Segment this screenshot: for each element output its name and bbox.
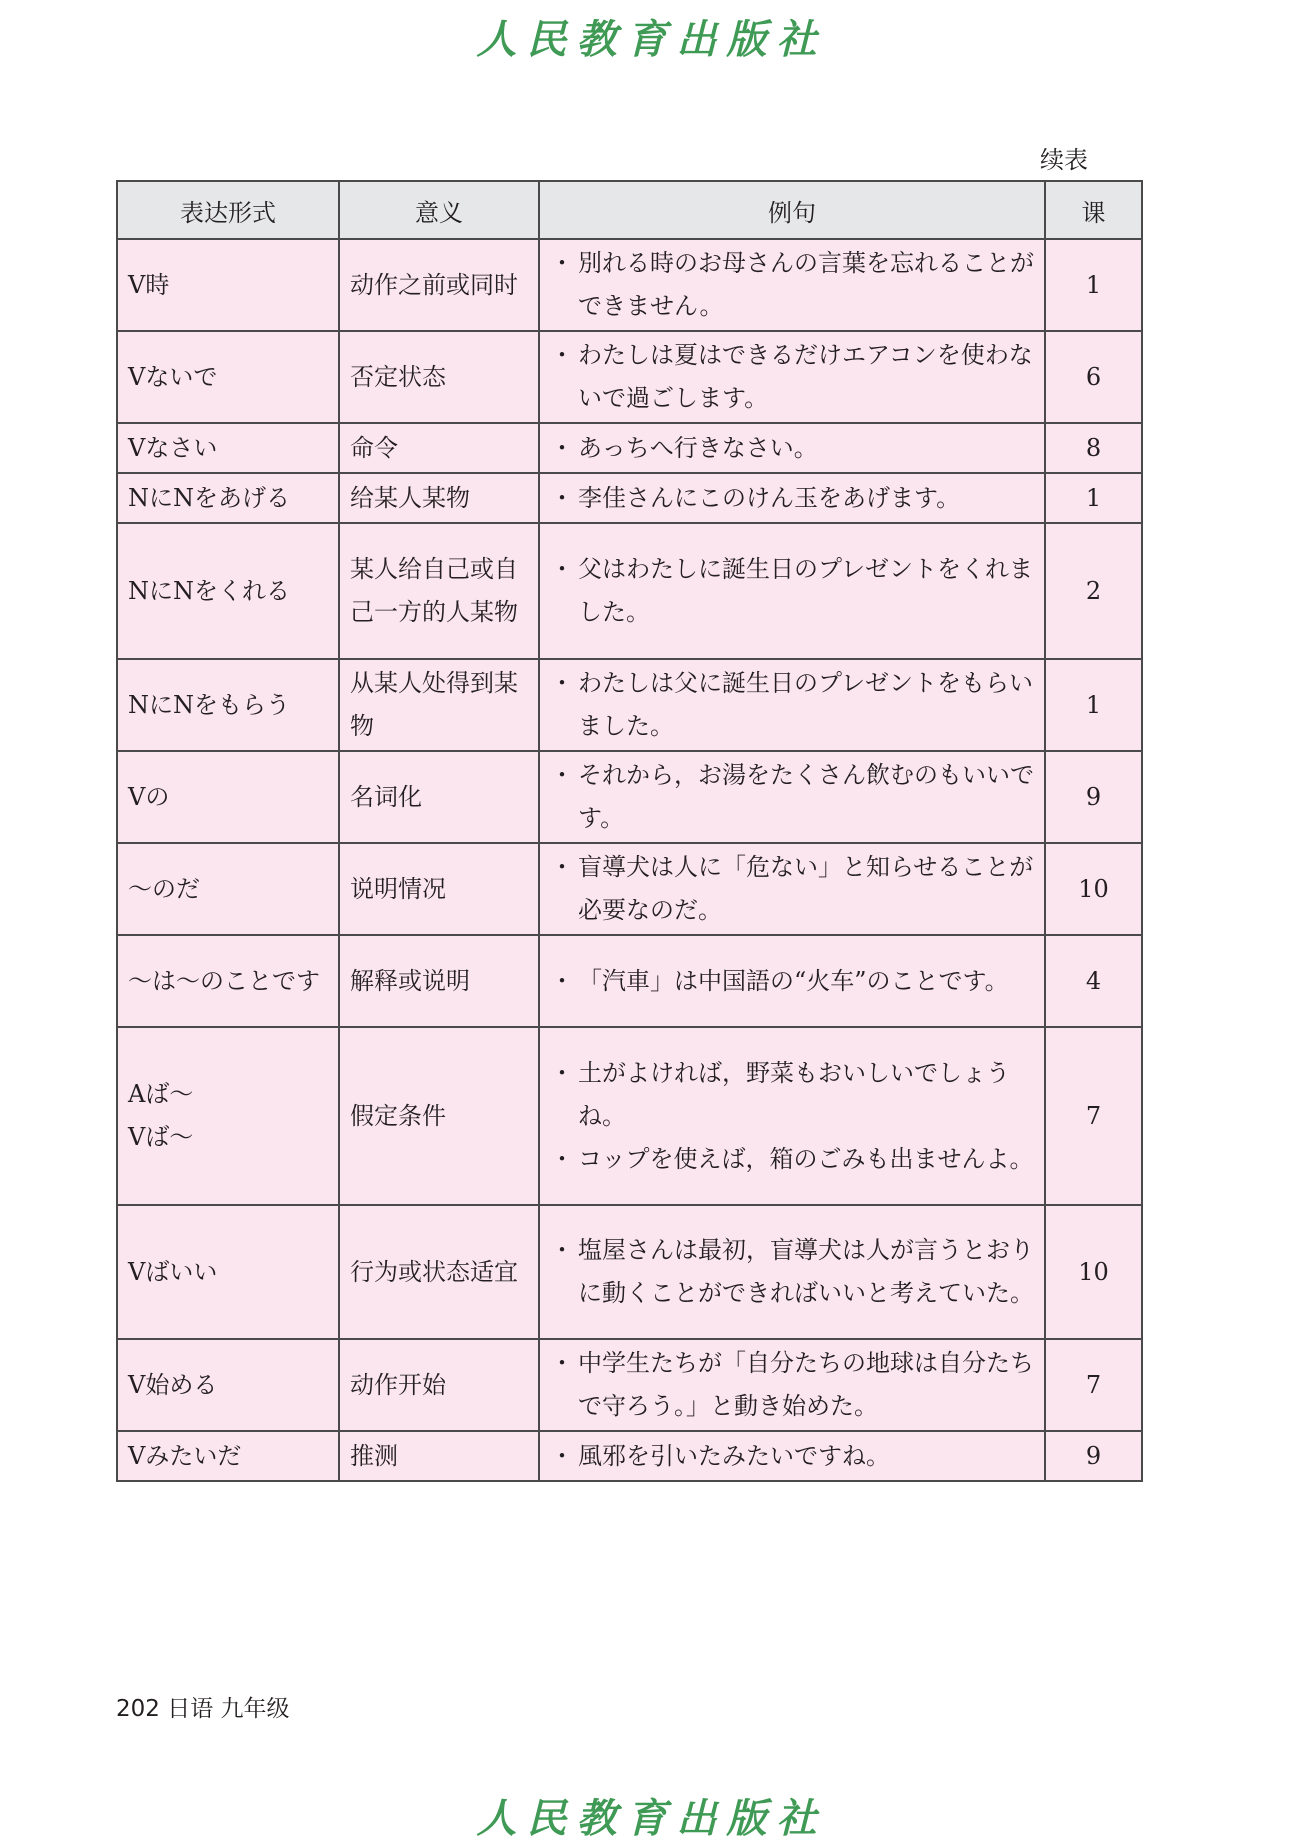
header-example: 例句	[539, 181, 1045, 239]
example-cell	[539, 331, 1045, 423]
example-sentence: ・ 父はわたしに誕生日のプレゼントをくれました。	[550, 548, 1034, 634]
lesson-cell: 1	[1045, 473, 1142, 523]
form-cell: NにNをくれる	[117, 523, 339, 659]
form-cell: V始める	[117, 1339, 339, 1431]
example-cell	[539, 935, 1045, 1027]
table-row	[117, 473, 1142, 523]
lesson-cell: 7	[1045, 1027, 1142, 1205]
example-cell	[539, 423, 1045, 473]
lesson-cell: 2	[1045, 523, 1142, 659]
example-sentence: ・ あっちへ行きなさい。	[550, 427, 1034, 470]
header-form: 表达形式	[117, 181, 339, 239]
lesson-cell: 4	[1045, 935, 1142, 1027]
example-sentence: ・ 別れる時のお母さんの言葉を忘れることができません。	[550, 242, 1034, 328]
meaning-cell: 名词化	[339, 751, 539, 843]
example-sentence: ・ 李佳さんにこのけん玉をあげます。	[550, 477, 1034, 520]
lesson-cell: 10	[1045, 1205, 1142, 1339]
example-sentence: ・ 風邪を引いたみたいですね。	[550, 1435, 1034, 1478]
table-row	[117, 843, 1142, 935]
example-cell	[539, 523, 1045, 659]
meaning-cell: 动作之前或同时	[339, 239, 539, 331]
table-row	[117, 659, 1142, 751]
form-cell: NにNをもらう	[117, 659, 339, 751]
lesson-cell: 8	[1045, 423, 1142, 473]
example-cell	[539, 843, 1045, 935]
example-sentence: ・ わたしは夏はできるだけエアコンを使わないで過ごします。	[550, 334, 1034, 420]
lesson-cell: 1	[1045, 239, 1142, 331]
meaning-cell: 某人给自己或自己一方的人某物	[339, 523, 539, 659]
meaning-cell: 动作开始	[339, 1339, 539, 1431]
example-cell	[539, 1339, 1045, 1431]
lesson-cell: 9	[1045, 751, 1142, 843]
continued-label: 续表	[1040, 146, 1088, 174]
example-cell	[539, 659, 1045, 751]
example-sentence: ・ それから，お湯をたくさん飲むのもいいです。	[550, 754, 1034, 840]
meaning-cell: 假定条件	[339, 1027, 539, 1205]
meaning-cell: 行为或状态适宜	[339, 1205, 539, 1339]
page-footer	[116, 1690, 290, 1723]
meaning-cell: 解释或说明	[339, 935, 539, 1027]
example-cell	[539, 751, 1045, 843]
example-cell	[539, 1431, 1045, 1481]
form-cell: ～は～のことです	[117, 935, 339, 1027]
meaning-cell: 说明情况	[339, 843, 539, 935]
form-cell: Aば～ Vば～	[117, 1027, 339, 1205]
table-header-row	[117, 181, 1142, 239]
example-sentence: ・ 中学生たちが「自分たちの地球は自分たちで守ろう。」と動き始めた。	[550, 1342, 1034, 1428]
table-row	[117, 331, 1142, 423]
example-sentence: ・ 塩屋さんは最初，盲導犬は人が言うとおりに動くことができればいいと考えていた。	[550, 1229, 1034, 1315]
meaning-cell: 从某人处得到某物	[339, 659, 539, 751]
lesson-cell: 9	[1045, 1431, 1142, 1481]
header-lesson: 课	[1045, 181, 1142, 239]
form-cell: Vばいい	[117, 1205, 339, 1339]
lesson-cell: 7	[1045, 1339, 1142, 1431]
lesson-cell: 6	[1045, 331, 1142, 423]
form-cell: Vないで	[117, 331, 339, 423]
example-sentence: ・ 「汽車」は中国語の“火车”のことです。	[550, 960, 1034, 1003]
example-sentence: ・ コップを使えば，箱のごみも出ませんよ。	[550, 1138, 1034, 1181]
header-meaning: 意义	[339, 181, 539, 239]
table-row	[117, 1205, 1142, 1339]
form-cell: Vの	[117, 751, 339, 843]
grammar-table	[116, 180, 1143, 1482]
meaning-cell: 推测	[339, 1431, 539, 1481]
table-row	[117, 523, 1142, 659]
form-cell: ～のだ	[117, 843, 339, 935]
form-cell: Vみたいだ	[117, 1431, 339, 1481]
meaning-cell: 给某人某物	[339, 473, 539, 523]
publisher-logo-top: 人民教育出版社	[476, 16, 827, 63]
example-cell	[539, 1205, 1045, 1339]
lesson-cell: 10	[1045, 843, 1142, 935]
example-sentence: ・ 盲導犬は人に「危ない」と知らせることが必要なのだ。	[550, 846, 1034, 932]
lesson-cell: 1	[1045, 659, 1142, 751]
table-row	[117, 423, 1142, 473]
form-cell: Vなさい	[117, 423, 339, 473]
example-cell	[539, 239, 1045, 331]
example-sentence: ・ わたしは父に誕生日のプレゼントをもらいました。	[550, 662, 1034, 748]
table-row	[117, 239, 1142, 331]
example-cell	[539, 473, 1045, 523]
form-cell: NにNをあげる	[117, 473, 339, 523]
table-row	[117, 935, 1142, 1027]
table-row	[117, 1431, 1142, 1481]
table-row	[117, 751, 1142, 843]
book-title: 日语 九年级	[167, 1696, 290, 1722]
example-sentence: ・ 土がよければ，野菜もおいしいでしょうね。	[550, 1052, 1034, 1138]
table-row	[117, 1027, 1142, 1205]
form-cell: V時	[117, 239, 339, 331]
meaning-cell: 命令	[339, 423, 539, 473]
table-row	[117, 1339, 1142, 1431]
publisher-logo-bottom: 人民教育出版社	[476, 1795, 827, 1842]
meaning-cell: 否定状态	[339, 331, 539, 423]
example-cell	[539, 1027, 1045, 1205]
page-number: 202	[116, 1696, 160, 1722]
